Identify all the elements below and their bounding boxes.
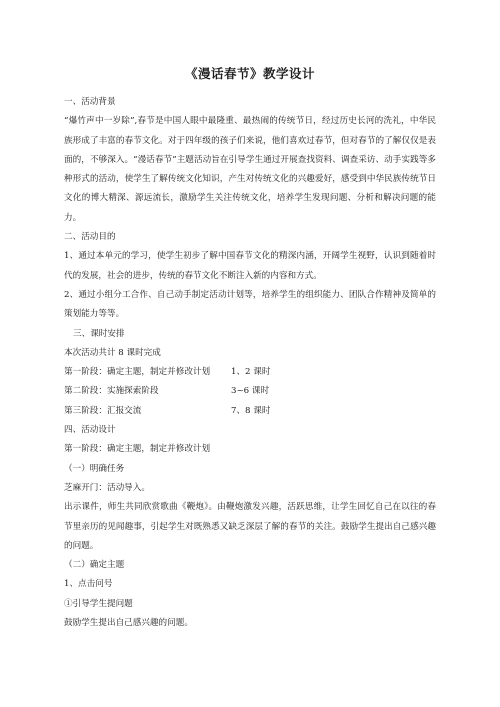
schedule-stage: 第三阶段：汇报交流 xyxy=(64,405,142,416)
schedule-heading: 三、课时安排 xyxy=(73,328,125,339)
background-paragraph: “爆竹声中一岁除”,春节是中国人眼中最隆重、最热闹的传统节日，经过历史长河的洗礼，中华民族形成了丰富的春节文化。对于四年级的孩子们来说，他们喜欢过春节，但对春节的了解仅仅是表面的，不够深入。“漫话春节”主题活动旨在引导学生通过开展查找资料、调查采访、动手实践等多种形式的活动，使学生了解传统文化知识，产生对传统文化的兴趣爱好，感受到中华民族传统节日文化的博大精深、源远流长，激励学生关注传统文化，培养学生发现问题、分析和解决问题的能力。 xyxy=(64,116,436,223)
schedule-row xyxy=(64,363,436,382)
goal-1-paragraph: 1、通过本单元的学习，使学生初步了解中国春节文化的精深内涵，开阔学生视野，认识到随着时代的发展，社会的进步，传统的春节文化不断注入新的内容和方式。 xyxy=(64,251,436,281)
schedule-hours: 3~6 课时 xyxy=(231,386,270,397)
design-heading: 四、活动设计 xyxy=(64,425,116,436)
schedule-hours: 7、8 课时 xyxy=(231,405,271,416)
question-1-heading: 1、点击问号 xyxy=(64,579,113,590)
question-1-sub: ①引导学生提问题 xyxy=(64,598,133,609)
document-title: 《漫话春节》教学设计 xyxy=(184,66,315,81)
task-heading: （一）明确任务 xyxy=(64,463,125,474)
schedule-hours: 1、2 课时 xyxy=(231,367,271,378)
goals-heading: 二、活动目的 xyxy=(64,232,116,243)
design-stage-1: 第一阶段：确定主题，制定并修改计划 xyxy=(64,444,211,455)
goal-2-paragraph: 2、通过小组分工合作、自己动手制定活动计划等，培养学生的组织能力、团队合作精神及简单的策划能力等等。 xyxy=(64,289,436,320)
opening-label: 芝麻开门：活动导入。 xyxy=(64,482,150,493)
schedule-stage: 第二阶段：实施探索阶段 xyxy=(64,386,159,397)
opening-paragraph: 出示课件，师生共同欣赏歌曲《鞭炮》。由鞭炮激发兴趣，活跃思维，让学生回忆自己在以往的春节里亲历的见闻趣事，引起学生对既熟悉又缺乏深层了解的春节的关注。鼓励学生提出自己感兴趣的问题。 xyxy=(64,502,436,551)
document-body xyxy=(64,93,436,633)
question-1-text: 鼓励学生提出自己感兴趣的问题。 xyxy=(64,618,193,629)
schedule-total: 本次活动共计 8 课时完成 xyxy=(64,347,161,358)
topic-heading: （二）确定主题 xyxy=(64,560,125,571)
schedule-row xyxy=(64,382,436,401)
background-heading: 一、活动背景 xyxy=(64,97,116,107)
schedule-stage: 第一阶段：确定主题，制定并修改计划 xyxy=(64,367,211,378)
schedule-row xyxy=(64,402,436,421)
